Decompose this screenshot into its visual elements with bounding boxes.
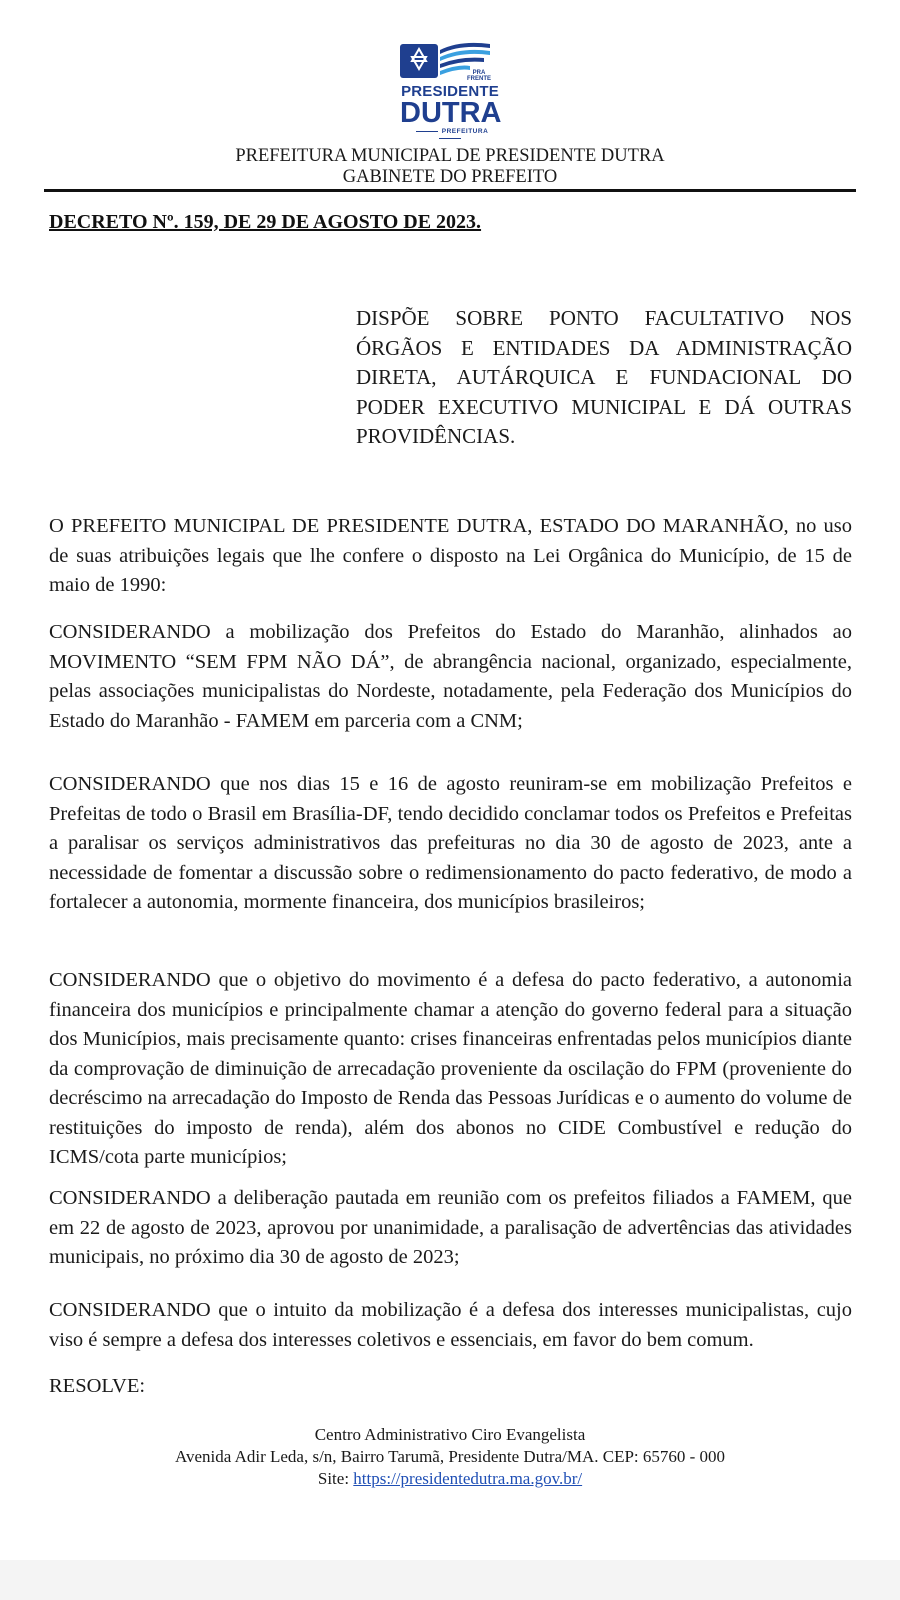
paragraph-considerando-4: CONSIDERANDO a deliberação pautada em reunião com os prefeitos filiados a FAMEM, que em 22 de agosto de 2023, aprovou por unanimidade, a paralisação de advertências das atividades municipais, no próximo dia 30 de agosto de 2023; [49, 1187, 852, 1268]
footer-site-link[interactable]: https://presidentedutra.ma.gov.br/ [353, 1469, 583, 1488]
logo-tagline: PRA FRENTE [467, 70, 491, 82]
logo-text-dutra: DUTRA [400, 97, 502, 129]
header-office: GABINETE DO PREFEITO [342, 167, 558, 187]
paragraph-considerando-2: CONSIDERANDO que nos dias 15 e 16 de agosto reuniram-se em mobilização Prefeitos e Prefeitas de todo o Brasil em Brasília-DF, tendo decidido conclamar todos os Prefeitos e Prefeitas a paralisar os serviços administrativos das prefeituras no dia 30 de agosto de 2023, ante a necessidade de fomentar a discussão sobre o redimensionamento do pacto federativo, de modo a fortalecer a autonomia, mormente financeira, dos municípios brasileiros; [49, 773, 852, 913]
paragraph-preamble: O PREFEITO MUNICIPAL DE PRESIDENTE DUTRA, ESTADO DO MARANHÃO, no uso de suas atribuições legais que lhe confere o disposto na Lei Orgânica do Município, de 15 de maio de 1990: [49, 515, 852, 596]
logo-text-prefeitura: PREFEITURA [400, 128, 500, 142]
viewer-bottom-strip [0, 1560, 900, 1600]
logo-text-presidente: PRESIDENTE [401, 83, 499, 100]
footer-address: Avenida Adir Leda, s/n, Bairro Tarumã, Presidente Dutra/MA. CEP: 65760 - 000 [174, 1447, 726, 1466]
paragraph-considerando-1: CONSIDERANDO a mobilização dos Prefeitos do Estado do Maranhão, alinhados ao MOVIMENTO “SEM FPM NÃO DÁ”, de abrangência nacional, organizado, especialmente, pelas associações municipalistas do Nordeste, notadamente, pela Federação dos Municípios do Estado do Maranhão - FAMEM em parceria com a CNM; [49, 621, 852, 732]
paragraph-considerando-3: CONSIDERANDO que o objetivo do movimento é a defesa do pacto federativo, a autonomia financeira dos municípios e principalmente chamar a atenção do governo federal para a situação dos Municípios, mais precisamente quanto: crises financeiras enfrentadas pelos municípios diante da comprovação de diminuição de arrecadação proveniente da oscilação do FPM (proveniente do decréscimo na arrecadação do Imposto de Renda das Pessoas Jurídicas e o aumento do volume de restituições do imposto de renda), além dos abonos no CIDE Combustível e redução do ICMS/cota parte municípios; [49, 969, 852, 1168]
paragraph-considerando-5: CONSIDERANDO que o intuito da mobilização é a defesa dos interesses municipalistas, cujo viso é sempre a defesa dos interesses coletivos e essenciais, em favor do bem comum. [49, 1299, 852, 1351]
header-municipality: PREFEITURA MUNICIPAL DE PRESIDENTE DUTRA [235, 146, 665, 166]
footer-site-label: Site: [317, 1469, 354, 1488]
municipal-logo [400, 36, 500, 136]
footer-site [0, 1468, 900, 1489]
paragraph-resolve: RESOLVE: [49, 1375, 146, 1397]
footer-center-name: Centro Administrativo Ciro Evangelista [314, 1425, 586, 1444]
header-divider [44, 189, 856, 192]
decree-ementa: DISPÕE SOBRE PONTO FACULTATIVO NOS ÓRGÃOS E ENTIDADES DA ADMINISTRAÇÃO DIRETA, AUTÁRQUICA E FUNDACIONAL DO PODER EXECUTIVO MUNICIPAL E DÁ OUTRAS PROVIDÊNCIAS. [356, 306, 852, 448]
decree-title: DECRETO Nº. 159, DE 29 DE AGOSTO DE 2023. [49, 211, 482, 233]
